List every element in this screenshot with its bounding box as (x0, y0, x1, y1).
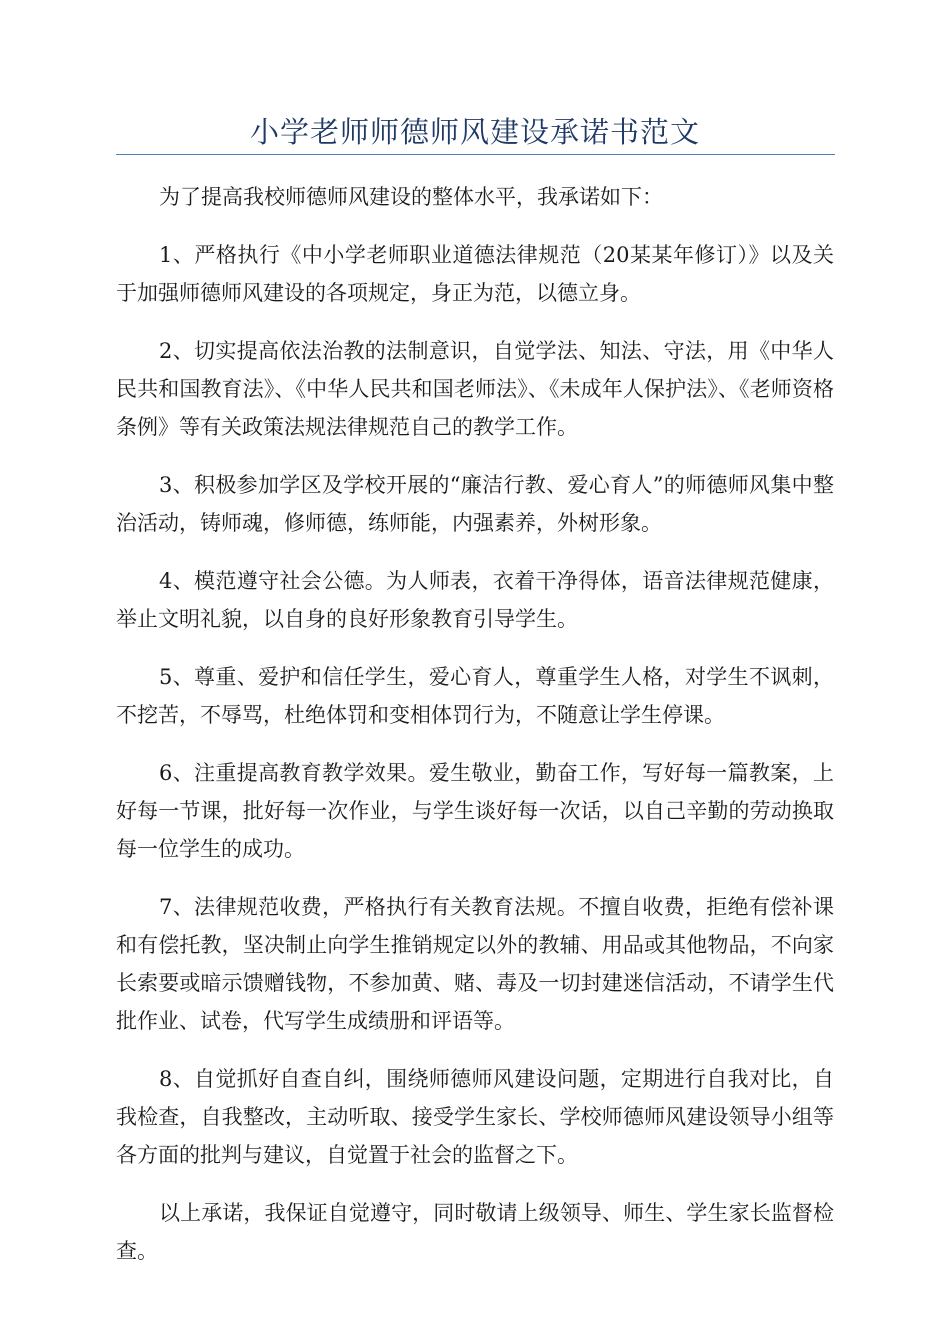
intro-paragraph: 为了提高我校师德师风建设的整体水平，我承诺如下： (159, 185, 663, 209)
pledge-item-7: 7、法律规范收费，严格执行有关教育法规。不擅自收费，拒绝有偿补课和有偿托教，坚决制止向学生推销规定以外的教辅、用品或其他物品，不向家长索要或暗示馈赠钱物，不参加黄、赌、毒及一切封建迷信活动，不请学生代批作业、试卷，代写学生成绩册和评语等。 (116, 895, 834, 1033)
title-underline (116, 154, 835, 155)
pledge-item-5: 5、尊重、爱护和信任学生，爱心育人，尊重学生人格，对学生不讽刺，不挖苦，不辱骂，杜绝体罚和变相体罚行为，不随意让学生停课。 (116, 665, 834, 727)
pledge-item-1: 1、严格执行《中小学老师职业道德法律规范（20某某年修订）》以及关于加强师德师风建设的各项规定，身正为范，以德立身。 (116, 243, 834, 305)
closing-paragraph: 以上承诺，我保证自觉遵守，同时敬请上级领导、师生、学生家长监督检查。 (116, 1201, 834, 1263)
pledge-item-2: 2、切实提高依法治教的法制意识，自觉学法、知法、守法，用《中华人民共和国教育法》、《中华人民共和国老师法》、《未成年人保护法》、《老师资格条例》等有关政策法规法律规范自己的教学工作。 (116, 339, 834, 439)
pledge-item-3: 3、积极参加学区及学校开展的“廉洁行教、爱心育人”的师德师风集中整治活动，铸师魂，修师德，练师能，内强素养，外树形象。 (116, 473, 834, 535)
document-title: 小学老师师德师风建设承诺书范文 (249, 115, 700, 149)
document-body (116, 178, 834, 1290)
pledge-item-6: 6、注重提高教育教学效果。爱生敬业，勤奋工作，写好每一篇教案，上好每一节课，批好每一次作业，与学生谈好每一次话，以自己辛勤的劳动换取每一位学生的成功。 (116, 761, 834, 861)
pledge-item-8: 8、自觉抓好自查自纠，围绕师德师风建设问题，定期进行自我对比，自我检查，自我整改，主动听取、接受学生家长、学校师德师风建设领导小组等各方面的批判与建议，自觉置于社会的监督之下。 (116, 1067, 834, 1167)
pledge-item-4: 4、模范遵守社会公德。为人师表，衣着干净得体，语音法律规范健康，举止文明礼貌，以自身的良好形象教育引导学生。 (116, 569, 834, 631)
